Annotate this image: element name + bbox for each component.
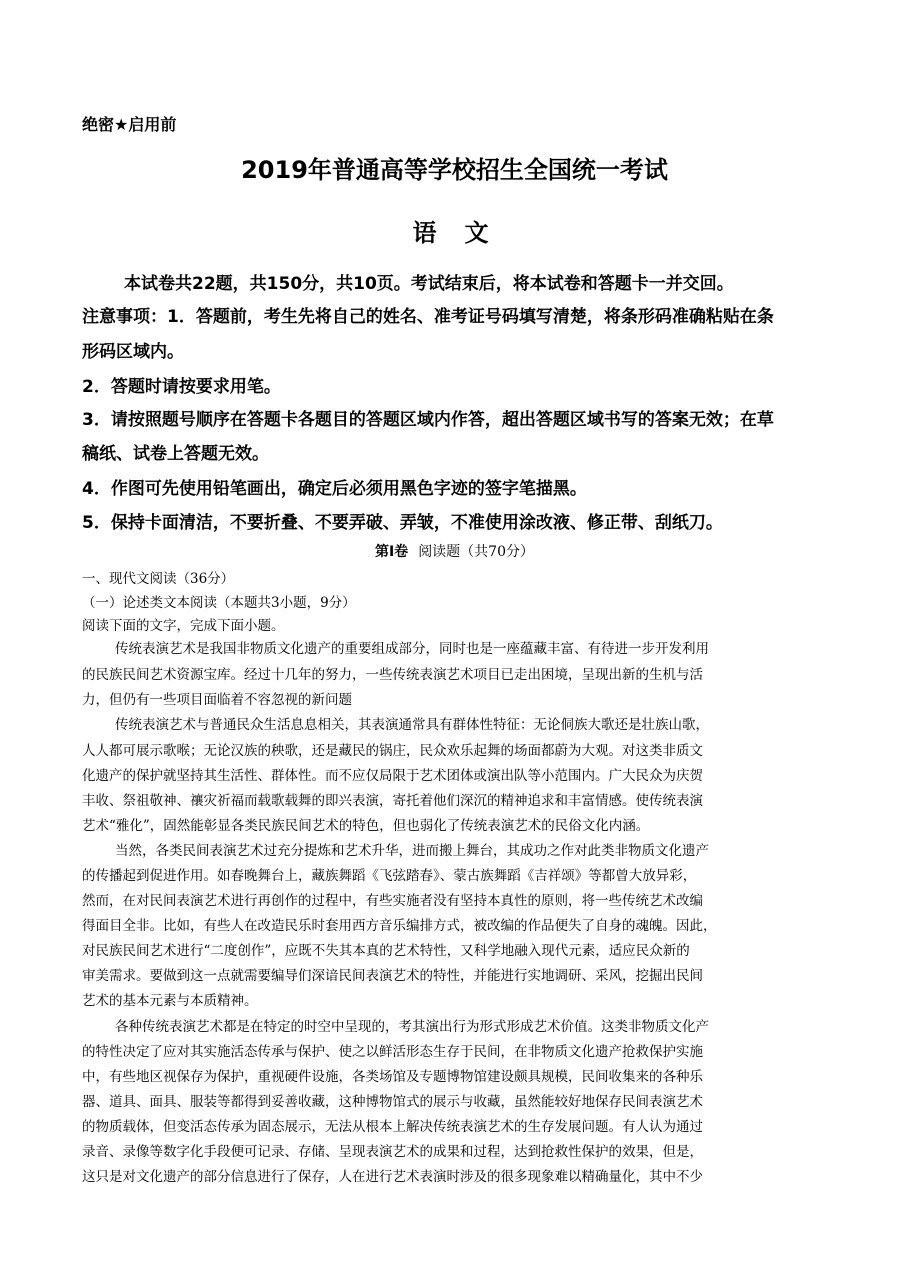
passage-line: 化遗产的保护就坚持其生活性、群体性。而不应仅局限于艺术团体或演出队等小范围内。广大民众为庆贺 bbox=[82, 768, 703, 784]
volume-description: 阅读题（共70分） bbox=[418, 544, 535, 560]
passage-line: 中，有些地区视保存为保护，重视硬件设施，各类场馆及专题博物馆建设颇具规模，民间收集来的各种乐 bbox=[82, 1069, 703, 1085]
passage-line: 当然，各类民间表演艺术过充分提炼和艺术升华，进而搬上舞台，其成功之作对此类非物质文化遗产 bbox=[115, 843, 709, 859]
instructions-note-3-cont: 稿纸、试卷上答题无效。 bbox=[82, 444, 269, 464]
instructions-note-5: 5．保持卡面清洁，不要折叠、不要弄破、弄皱，不准使用涂改液、修正带、刮纸刀。 bbox=[82, 513, 723, 533]
passage-line: 丰收、祭祖敬神、禳灾祈福而载歌载舞的即兴表演，寄托着他们深沉的精神追求和丰富情感。使传统表演 bbox=[82, 793, 703, 809]
passage-line: 器、道具、面具、服装等都得到妥善收藏，这种博物馆式的展示与收藏，虽然能较好地保存民间表演艺术 bbox=[82, 1094, 703, 1110]
passage-line: 得面目全非。比如，有些人在改造民乐时套用西方音乐编排方式，被改编的作品便失了自身的魂魄。因此， bbox=[82, 918, 717, 934]
passage-line: 然而，在对民间表演艺术进行再创作的过程中，有些实施者没有坚持本真性的原则，将一些传统艺术改编 bbox=[82, 893, 703, 909]
passage-line: 的物质载体，但变活态传承为固态展示，无法从根本上解决传统表演艺术的生存发展问题。有人认为通过 bbox=[82, 1119, 703, 1135]
passage-line: 审美需求。要做到这一点就需要编导们深谙民间表演艺术的特性，并能进行实地调研、采风，挖掘出民间 bbox=[82, 968, 703, 984]
passage-line: 的特性决定了应对其实施活态传承与保护、使之以鲜活形态生存于民间，在非物质文化遗产抢救保护实施 bbox=[82, 1044, 703, 1060]
passage-line: 各种传统表演艺术都是在特定的时空中呈现的，考其演出行为形式形成艺术价值。这类非物质文化产 bbox=[115, 1019, 709, 1035]
instructions-note-3: 3．请按照题号顺序在答题卡各题目的答题区域内作答，超出答题区域书写的答案无效；在草 bbox=[82, 410, 774, 430]
passage-line: 传统表演艺术与普通民众生活息息相关，其表演通常具有群体性特征：无论侗族大歌还是壮族山歌， bbox=[115, 717, 709, 733]
passage-line: 艺术的基本元素与本质精神。 bbox=[82, 993, 258, 1009]
passage-line: 传统表演艺术是我国非物质文化遗产的重要组成部分，同时也是一座蕴藏丰富、有待进一步开发利用 bbox=[115, 641, 709, 657]
passage-line: 的传播起到促进作用。如春晚舞台上，藏族舞蹈《飞弦踏春》、蒙古族舞蹈《吉祥颂》等都曾大放异彩， bbox=[82, 868, 697, 884]
passage-line: 的民族民间艺术资源宝库。经过十几年的努力，一些传统表演艺术项目已走出困境，呈现出新的生机与活 bbox=[82, 667, 703, 683]
instructions-note-1-cont: 形码区域内。 bbox=[82, 342, 184, 362]
volume-header bbox=[0, 541, 909, 561]
instructions-note-1: 注意事项：1．答题前，考生先将自己的姓名、准考证号码填写清楚，将条形码准确粘贴在条 bbox=[82, 307, 774, 327]
passage-line: 艺术“雅化”，固然能彰显各类民族民间艺术的特色，但也弱化了传统表演艺术的民俗文化内涵。 bbox=[82, 818, 650, 834]
passage-line: 人人都可展示歌喉；无论汉族的秧歌，还是藏民的锅庄，民众欢乐起舞的场面都蔚为大观。对这类非质文 bbox=[82, 743, 703, 759]
instructions-intro: 本试卷共22题，共150分，共10页。考试结束后，将本试卷和答题卡一并交回。 bbox=[124, 274, 734, 294]
subpart-heading: （一）论述类文本阅读（本题共3小题，9分） bbox=[82, 595, 356, 611]
confidential-label: 绝密★启用前 bbox=[82, 115, 177, 134]
volume-label: 第Ⅰ卷 bbox=[374, 544, 409, 560]
instructions-note-4: 4．作图可先使用铅笔画出，确定后必须用黑色字迹的签字笔描黑。 bbox=[82, 479, 587, 499]
passage-line: 这只是对文化遗产的部分信息进行了保存，人在进行艺术表演时涉及的很多现象难以精确量化，其中不少 bbox=[82, 1169, 703, 1185]
passage-line: 对民族民间艺术进行“二度创作”，应既不失其本真的艺术特性，又科学地融入现代元素，适应民众新的 bbox=[82, 943, 690, 959]
passage-line: 录音、录像等数字化手段便可记录、存储、呈现表演艺术的成果和过程，达到抢救性保护的效果，但是， bbox=[82, 1144, 703, 1160]
exam-title: 2019年普通高等学校招生全国统一考试 bbox=[241, 156, 668, 184]
instructions-note-2: 2．答题时请按要求用笔。 bbox=[82, 377, 281, 397]
reading-prompt: 阅读下面的文字，完成下面小题。 bbox=[82, 618, 285, 634]
subject-title: 语文 bbox=[412, 219, 517, 247]
passage-line: 力，但仍有一些项目面临着不容忽视的新问题 bbox=[82, 692, 352, 708]
part-heading: 一、现代文阅读（36分） bbox=[82, 571, 235, 587]
